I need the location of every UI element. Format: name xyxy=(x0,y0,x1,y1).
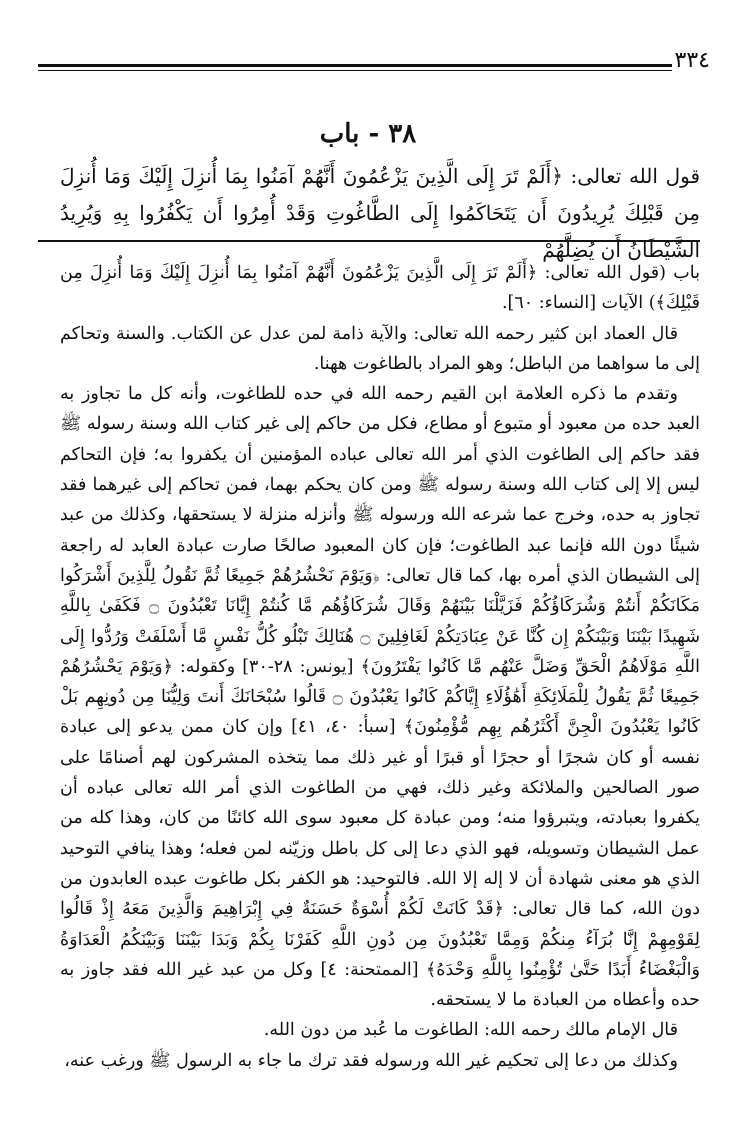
page-number: ٣٣٤ xyxy=(674,48,710,73)
chapter-title: ٣٨ - باب xyxy=(319,119,417,149)
commentary-paragraph: قال العماد ابن كثير رحمه الله تعالى: والآية ذامة لمن عدل عن الكتاب. والسنة وتحاكم إلى ما سواهما من الباطل؛ وهو المراد بالطاغوت ههنا. xyxy=(60,323,700,374)
chapter-heading-text: قول الله تعالى: ﴿أَلَمْ تَرَ إِلَى الَّذِينَ يَزْعُمُونَ أَنَّهُمْ آمَنُوا بِمَا أُنزِلَ إِلَيْكَ وَمَا أُنزِلَ مِن قَبْلِكَ يُرِيدُونَ أَن يَتَحَاكَمُوا إِلَى الطَّاغُوتِ وَقَدْ أُمِرُوا أَن يَكْفُرُوا بِهِ وَيُرِيدُ الشَّيْطَانُ أَن يُضِلَّهُمْ xyxy=(60,164,701,262)
header-rule xyxy=(38,64,672,71)
section-divider xyxy=(38,240,700,242)
commentary-paragraph: وتقدم ما ذكره العلامة ابن القيم رحمه الله في حده للطاغوت، وأنه كل ما تجاوز به العبد حده من معبود أو متبوع أو مطاع، فكل من حاكم إلى غير كتاب الله وسنة رسوله ﷺ فقد حاكم إلى الطاغوت الذي أمر الله تعالى عباده المؤمنين أن يكفروا به؛ فإن التحاكم ليس إلا إلى كتاب الله وسنة رسوله ﷺ ومن كان يحكم بهما، فمن تحاكم إلى غيرهما فقد تجاوز به حده، وخرج عما شرعه الله ورسوله ﷺ وأنزله منزلة لا يستحقها، وكذلك من عبد شيئًا دون الله فإنما عبد الطاغوت؛ فإن كان المعبود صالحًا صارت عبادة العابد له راجعة إلى الشيطان الذي أمره بها، كما قال تعالى: ﴿وَيَوْمَ نَحْشُرُهُمْ جَمِيعًا ثُمَّ نَقُولُ لِلَّذِينَ أَشْرَكُوا مَكَانَكُمْ أَنتُمْ وَشُرَكَاؤُكُمْ فَزَيَّلْنَا بَيْنَهُمْ وَقَالَ شُرَكَاؤُهُم مَّا كُنتُمْ إِيَّانَا تَعْبُدُونَ ۝ فَكَفَىٰ بِاللَّهِ شَهِيدًا بَيْنَنَا وَبَيْنَكُمْ إِن كُنَّا عَنْ عِبَادَتِكُمْ لَغَافِلِينَ ۝ هُنَالِكَ تَبْلُو كُلُّ نَفْسٍ مَّا أَسْلَفَتْ وَرُدُّوا إِلَى اللَّهِ مَوْلَاهُمُ الْحَقِّ وَضَلَّ عَنْهُم مَّا كَانُوا يَفْتَرُونَ﴾ [يونس: ٢٨-٣٠] وكقوله: ﴿وَيَوْمَ يَحْشُرُهُمْ جَمِيعًا ثُمَّ يَقُولُ لِلْمَلَائِكَةِ أَهَٰؤُلَاءِ إِيَّاكُمْ كَانُوا يَعْبُدُونَ ۝ قَالُوا سُبْحَانَكَ أَنتَ وَلِيُّنَا مِن دُونِهِم بَلْ كَانُوا يَعْبُدُونَ الْجِنَّ أَكْثَرُهُم بِهِم مُّؤْمِنُونَ﴾ [سبأ: ٤٠، ٤١] وإن كان ممن يدعو إلى عبادة نفسه أو كان شجرًا أو حجرًا أو قبرًا أو غير ذلك مما يتخذه المشركون لهم أصنامًا على صور الصالحين والملائكة وغير ذلك، فهي من الطاغوت الذي أمر الله تعالى عباده أن يكفروا بعبادته، ويتبرؤوا منه؛ ومن عبادة كل معبود سوى الله كائنًا من كان، وهذا كله من عمل الشيطان وتسويله، فهو الذي دعا إلى كل باطل وزيّنه لمن فعله؛ وهذا ينافي التوحيد الذي هو معنى شهادة أن لا إله إلا الله. فالتوحيد: هو الكفر بكل طاغوت عبده العابدون من دون الله، كما قال تعالى: ﴿قَدْ كَانَتْ لَكُمْ أُسْوَةٌ حَسَنَةٌ فِي إِبْرَاهِيمَ وَالَّذِينَ مَعَهُ إِذْ قَالُوا لِقَوْمِهِمْ إِنَّا بُرَآءُ مِنكُمْ وَمِمَّا تَعْبُدُونَ مِن دُونِ اللَّهِ كَفَرْنَا بِكُمْ وَبَدَا بَيْنَنَا وَبَيْنَكُمُ الْعَدَاوَةُ وَالْبَغْضَاءُ أَبَدًا حَتَّىٰ تُؤْمِنُوا بِاللَّهِ وَحْدَهُ﴾ [الممتحنة: ٤] وكل من عبد غير الله فقد جاوز به حده وأعطاه من العبادة ما لا يستحقه. xyxy=(60,384,701,1011)
commentary-paragraph: وكذلك من دعا إلى تحكيم غير الله ورسوله فقد ترك ما جاء به الرسول ﷺ ورغب عنه، xyxy=(64,1050,678,1071)
commentary-paragraph: قال الإمام مالك رحمه الله: الطاغوت ما عُبد من دون الله. xyxy=(263,1020,678,1041)
commentary-paragraph: باب (قول الله تعالى: ﴿أَلَمْ تَرَ إِلَى الَّذِينَ يَزْعُمُونَ أَنَّهُمْ آمَنُوا بِمَا أُنزِلَ إِلَيْكَ وَمَا أُنزِلَ مِن قَبْلِكَ﴾) الآيات [النساء: ٦٠]. xyxy=(60,263,700,314)
commentary-body xyxy=(60,258,700,1076)
